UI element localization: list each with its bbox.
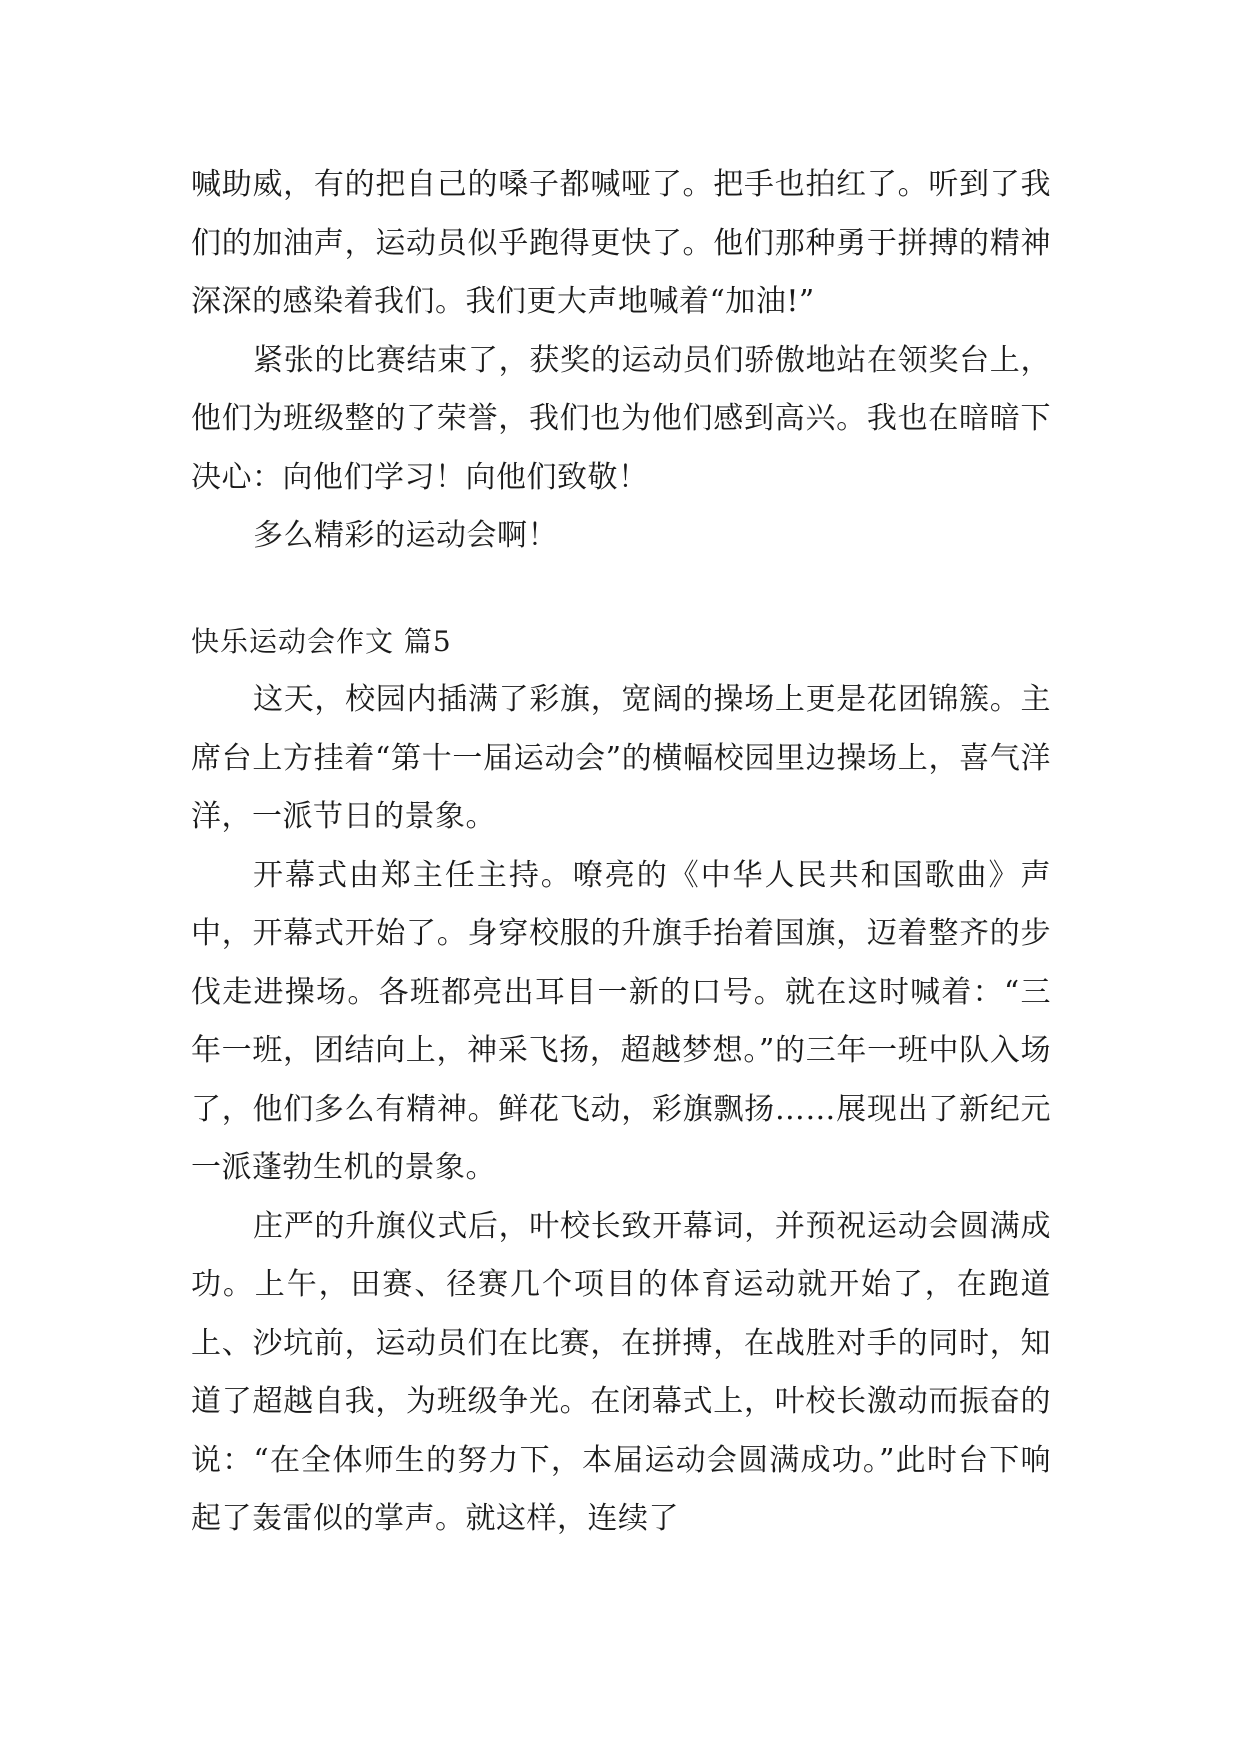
paragraph: 开幕式由郑主任主持。嘹亮的《中华人民共和国歌曲》声中，开幕式开始了。身穿校服的升旗手抬着国旗，迈着整齐的步伐走进操场。各班都亮出耳目一新的口号。就在这时喊着：“三年一班，团结向上，神采飞扬，超越梦想。”的三年一班中队入场了，他们多么有精神。鲜花飞动，彩旗飘扬……展现出了新纪元一派蓬勃生机的景象。 <box>191 857 1051 1185</box>
section-heading: 快乐运动会作文 篇5 <box>191 625 452 658</box>
paragraph: 庄严的升旗仪式后，叶校长致开幕词，并预祝运动会圆满成功。上午，田赛、径赛几个项目的体育运动就开始了，在跑道上、沙坑前，运动员们在比赛，在拼搏，在战胜对手的同时，知道了超越自我，为班级争光。在闭幕式上，叶校长激动而振奋的说：“在全体师生的努力下，本届运动会圆满成功。”此时台下响起了轰雷似的掌声。就这样，连续了 <box>191 1208 1051 1536</box>
paragraph: 紧张的比赛结束了，获奖的运动员们骄傲地站在领奖台上，他们为班级整的了荣誉，我们也为他们感到高兴。我也在暗暗下决心：向他们学习！向他们致敬！ <box>191 342 1051 495</box>
previous-essay-ending <box>191 156 1051 566</box>
essay-section-5 <box>191 613 1051 1549</box>
paragraph: 这天，校园内插满了彩旗，宽阔的操场上更是花团锦簇。主席台上方挂着“第十一届运动会”的横幅校园里边操场上，喜气洋洋，一派节日的景象。 <box>191 682 1051 834</box>
paragraph: 多么精彩的运动会啊！ <box>253 518 558 553</box>
paragraph: 喊助威，有的把自己的嗓子都喊哑了。把手也拍红了。听到了我们的加油声，运动员似乎跑得更快了。他们那种勇于拼搏的精神深深的感染着我们。我们更大声地喊着“加油!” <box>191 167 1051 319</box>
